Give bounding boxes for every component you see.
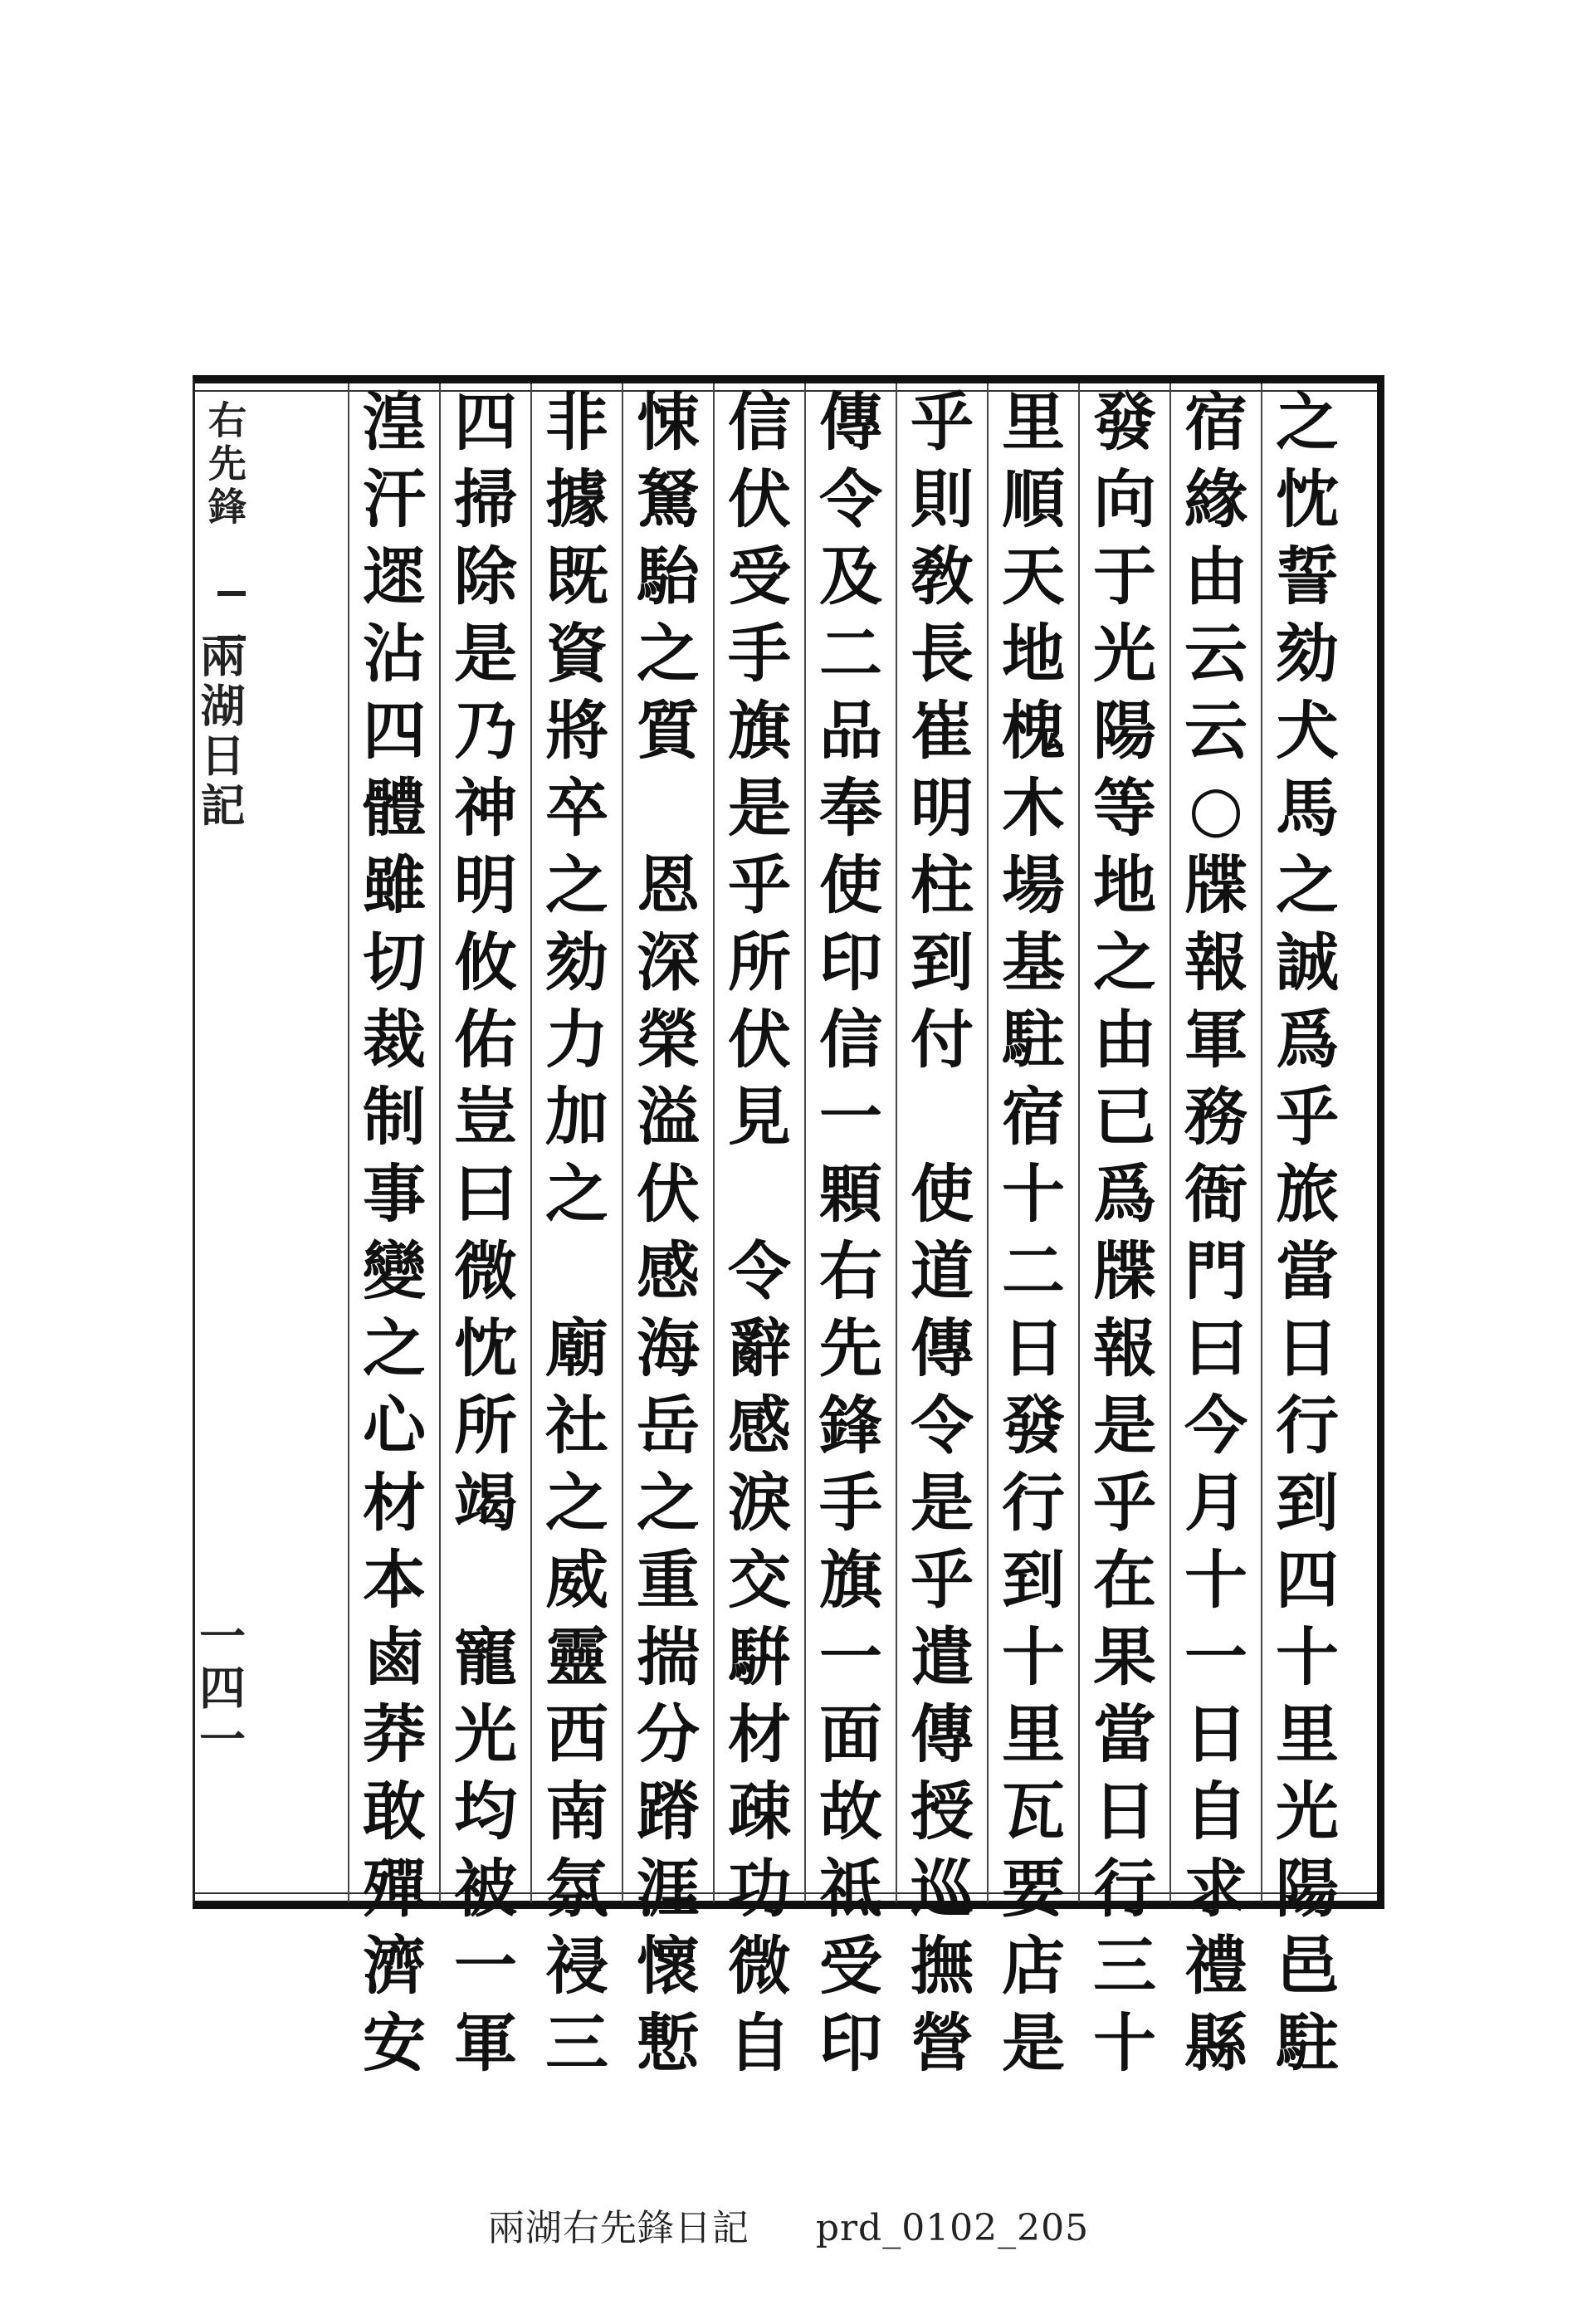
text-column [1089,383,1160,2080]
text-character: 日 [1093,1775,1156,1848]
text-character: 所 [728,925,791,999]
text-character: 等 [1093,771,1156,845]
text-character: 縣 [1184,2006,1247,2080]
text-character: 之 [637,617,700,691]
text-character: 敎 [911,540,974,613]
text-character: 日 [1276,1311,1339,1385]
text-character: 資 [545,617,608,691]
text-character: 明 [454,848,517,922]
text-character: 到 [911,925,974,999]
text-character: 涯 [637,1852,700,1926]
text-character: 柱 [911,848,974,922]
text-character: 之 [363,1311,426,1385]
text-character: 報 [1184,925,1247,999]
text-character: 授 [911,1775,974,1848]
text-character: 日 [1002,1311,1065,1385]
text-character: 之 [1093,925,1156,999]
text-character: 非 [545,385,608,459]
text-character [450,1541,521,1618]
text-character: 交 [728,1543,791,1617]
text-character: 掃 [454,462,517,536]
text-character: 加 [545,1080,608,1154]
text-character: 令 [819,462,882,536]
column-rule [1078,383,1080,1902]
text-character: 誓 [1276,540,1339,613]
text-character: 在 [1093,1543,1156,1617]
text-character: 十 [1276,1620,1339,1694]
text-character [724,1155,795,1233]
column-rule [804,383,806,1902]
text-character: 場 [1002,848,1065,922]
text-character: 感 [728,1389,791,1462]
text-character: 所 [454,1389,517,1462]
text-character: 令 [911,1389,974,1462]
text-character: 二 [819,617,882,691]
text-character: 將 [545,694,608,768]
footer-id: prd_0102_205 [815,2207,1090,2249]
text-character: 犬 [1276,694,1339,768]
text-character: 傳 [911,1311,974,1385]
text-character: 之 [1276,848,1339,922]
text-character: 竭 [454,1466,517,1540]
text-character: 馬 [1276,771,1339,845]
text-character: 巡 [911,1852,974,1926]
text-character: 由 [1184,540,1247,613]
text-character: 蹐 [637,1775,700,1848]
text-character: 受 [819,1929,882,2003]
text-character: 爲 [1093,1157,1156,1231]
text-character: 一 [819,1080,882,1154]
text-character: 騈 [728,1620,791,1694]
text-character: 令 [728,1234,791,1308]
text-character: 汗 [363,462,426,536]
text-character: 是 [728,771,791,845]
text-character: 功 [728,1852,791,1926]
text-character: 面 [819,1697,882,1771]
text-character: 濟 [363,1929,426,2003]
column-rule [622,383,623,1902]
text-character: 光 [454,1697,517,1771]
text-character: 悚 [637,385,700,459]
text-character: 寵 [454,1620,517,1694]
text-character: 西 [545,1697,608,1771]
text-character: 今 [1184,1389,1247,1462]
text-character: 駐 [1276,2006,1339,2080]
text-character: 乎 [911,1543,974,1617]
text-character: 乎 [1276,1080,1339,1154]
text-character: 殫 [363,1852,426,1926]
text-character: 受 [728,540,791,613]
text-character: ○ [1188,771,1244,845]
text-column [450,383,521,2080]
text-character: 撫 [911,1929,974,2003]
text-character: 心 [363,1389,426,1462]
text-character: 被 [454,1852,517,1926]
text-character: 攸 [454,925,517,999]
text-character: 之 [1276,385,1339,459]
text-character: 于 [1093,540,1156,613]
text-character: 之 [637,1466,700,1540]
text-character: 之 [545,1157,608,1231]
text-character: 一 [454,1929,517,2003]
text-character: 鋒 [819,1389,882,1462]
text-character: 基 [1002,925,1065,999]
text-character: 豈 [454,1080,517,1154]
text-character: 四 [454,385,517,459]
fish-tail-mark [217,591,246,641]
text-character: 之 [545,1466,608,1540]
text-character: 則 [911,462,974,536]
column-rule [896,383,897,1902]
text-character: 是 [911,1466,974,1540]
column-rule [348,383,349,1902]
text-character: 莽 [363,1697,426,1771]
text-character: 軍 [1184,1003,1247,1077]
text-character: 乎 [911,385,974,459]
text-character: 佑 [454,1003,517,1077]
text-character: 一 [819,1620,882,1694]
text-column [998,383,1069,2080]
text-character: 力 [545,1003,608,1077]
text-character: 果 [1093,1620,1156,1694]
text-character: 乎 [1093,1466,1156,1540]
text-character: 切 [363,925,426,999]
text-character: 店 [1002,1929,1065,2003]
text-character: 卒 [545,771,608,845]
text-character: 求 [1184,1852,1247,1926]
text-character: 三 [545,2006,608,2080]
text-character: 駘 [637,540,700,613]
text-character: 忱 [1276,462,1339,536]
text-character: 感 [637,1234,700,1308]
text-character: 南 [545,1775,608,1848]
text-character: 誠 [1276,925,1339,999]
text-character: 要 [1002,1852,1065,1926]
text-character: 到 [1002,1543,1065,1617]
text-character: 忱 [454,1311,517,1385]
text-character: 報 [1093,1311,1156,1385]
column-rule [439,383,441,1902]
text-character: 裁 [363,1003,426,1077]
text-character: 雖 [363,848,426,922]
text-character: 除 [454,540,517,613]
text-character: 槐 [1002,694,1065,768]
text-character: 溢 [637,1080,700,1154]
text-character: 陽 [1093,694,1156,768]
text-character [541,1233,613,1310]
text-character: 行 [1276,1389,1339,1462]
footer [0,2198,1577,2251]
text-character: 奉 [819,771,882,845]
text-character: 宿 [1184,385,1247,459]
text-character: 地 [1093,848,1156,922]
text-character: 分 [637,1697,700,1771]
text-character: 瓦 [1002,1775,1065,1848]
text-character: 使 [819,848,882,922]
text-character: 陽 [1276,1852,1339,1926]
text-column [906,383,978,2080]
text-character: 湟 [363,385,426,459]
text-character: 十 [1093,2006,1156,2080]
text-character: 故 [819,1775,882,1848]
text-character: 據 [545,462,608,536]
text-character: 曰 [454,1157,517,1231]
text-character: 印 [819,925,882,999]
text-character: 軍 [454,2006,517,2080]
text-character: 傳 [819,385,882,459]
text-character: 旗 [819,1543,882,1617]
text-character: 遣 [911,1620,974,1694]
text-character: 明 [911,771,974,845]
text-column [1272,383,1343,2080]
text-character [632,769,704,847]
text-character: 是 [454,617,517,691]
text-character: 地 [1002,617,1065,691]
column-rule [1261,383,1262,1902]
text-character: 四 [363,694,426,768]
text-character: 微 [728,1929,791,2003]
text-character: 到 [1276,1466,1339,1540]
text-character: 行 [1002,1466,1065,1540]
text-character: 光 [1276,1775,1339,1848]
text-character: 海 [637,1311,700,1385]
text-character: 深 [637,925,700,999]
text-character: 向 [1093,462,1156,536]
text-character: 牒 [1093,1234,1156,1308]
text-character: 既 [545,540,608,613]
text-character: 順 [1002,462,1065,536]
text-character: 微 [454,1234,517,1308]
text-character: 伏 [637,1157,700,1231]
text-character: 自 [1184,1775,1247,1848]
text-character: 印 [819,2006,882,2080]
text-character: 十 [1002,1620,1065,1694]
margin-title: 右先鋒 [203,400,247,530]
text-character: 禮 [1184,1929,1247,2003]
text-character: 行 [1093,1852,1156,1926]
text-column [632,383,704,2080]
text-character: 崔 [911,694,974,768]
text-character: 旅 [1276,1157,1339,1231]
text-character: 信 [819,1003,882,1077]
text-character: 木 [1002,771,1065,845]
text-character: 伏 [728,462,791,536]
text-character: 祲 [545,1929,608,2003]
text-column [359,383,430,2080]
text-character: 鹵 [363,1620,426,1694]
text-character: 十 [1002,1157,1065,1231]
text-character: 邑 [1276,1929,1339,2003]
text-character: 里 [1002,385,1065,459]
text-character: 乃 [454,694,517,768]
text-character: 辭 [728,1311,791,1385]
text-character: 材 [363,1466,426,1540]
text-character: 付 [911,1003,974,1077]
text-character: 之 [545,848,608,922]
text-character: 事 [363,1157,426,1231]
text-character: 敢 [363,1775,426,1848]
text-character: 手 [819,1466,882,1540]
text-character: 衙 [1184,1157,1247,1231]
text-character: 恩 [637,848,700,922]
text-character: 發 [1093,385,1156,459]
text-character: 及 [819,540,882,613]
text-character: 沾 [363,617,426,691]
text-character: 由 [1093,1003,1156,1077]
text-character: 云 [1184,617,1247,691]
text-character: 里 [1276,1697,1339,1771]
text-character: 靈 [545,1620,608,1694]
text-character: 是 [1093,1389,1156,1462]
column-rule [1169,383,1171,1902]
text-character: 疎 [728,1775,791,1848]
text-character: 信 [728,385,791,459]
text-column [724,383,795,2080]
text-character: 淚 [728,1466,791,1540]
text-character: 安 [363,2006,426,2080]
text-character: 是 [1002,2006,1065,2080]
text-character: 使 [911,1157,974,1231]
footer-title: 兩湖右先鋒日記 [487,2207,749,2249]
text-character: 見 [728,1080,791,1154]
text-character: 氛 [545,1852,608,1926]
text-column [1180,383,1252,2080]
column-rule [713,383,715,1902]
text-character: 先 [819,1311,882,1385]
text-character: 伏 [728,1003,791,1077]
text-character: 均 [454,1775,517,1848]
text-character: 牒 [1184,848,1247,922]
text-character [906,1078,978,1155]
text-character: 懷 [637,1929,700,2003]
text-character: 天 [1002,540,1065,613]
text-character: 四 [1276,1543,1339,1617]
text-character: 駑 [637,462,700,536]
text-character: 自 [728,2006,791,2080]
text-column [541,383,613,2080]
text-character: 本 [363,1543,426,1617]
text-character: 營 [911,2006,974,2080]
text-character: 右 [819,1234,882,1308]
text-character: 遝 [363,540,426,613]
text-character: 手 [728,617,791,691]
margin-book-title: 兩湖日記 [193,632,247,832]
text-character: 道 [911,1234,974,1308]
text-character: 日 [1184,1697,1247,1771]
text-character: 旗 [728,694,791,768]
text-character: 祗 [819,1852,882,1926]
text-character: 門 [1184,1234,1247,1308]
text-character: 重 [637,1543,700,1617]
text-column [815,383,886,2080]
text-character: 光 [1093,617,1156,691]
text-character: 劾 [545,925,608,999]
text-character: 乎 [728,848,791,922]
text-character: 當 [1093,1697,1156,1771]
text-character: 顆 [819,1157,882,1231]
text-character: 劾 [1276,617,1339,691]
text-character: 品 [819,694,882,768]
text-character: 已 [1093,1080,1156,1154]
text-character: 揣 [637,1620,700,1694]
text-character: 岳 [637,1389,700,1462]
text-character: 月 [1184,1466,1247,1540]
text-character: 駐 [1002,1003,1065,1077]
column-rule [530,383,532,1902]
text-character: 曰 [1184,1311,1247,1385]
text-character: 廟 [545,1311,608,1385]
text-character: 宿 [1002,1080,1065,1154]
text-character: 一 [1184,1620,1247,1694]
text-character: 十 [1184,1543,1247,1617]
text-character: 里 [1002,1697,1065,1771]
text-character: 傳 [911,1697,974,1771]
text-character: 慙 [637,2006,700,2080]
text-character: 材 [728,1697,791,1771]
text-character: 變 [363,1234,426,1308]
text-character: 當 [1276,1234,1339,1308]
text-character: 緣 [1184,462,1247,536]
text-character: 云 [1184,694,1247,768]
text-character: 發 [1002,1389,1065,1462]
text-character: 長 [911,617,974,691]
text-character: 質 [637,694,700,768]
text-character: 二 [1002,1234,1065,1308]
text-character: 務 [1184,1080,1247,1154]
text-character: 榮 [637,1003,700,1077]
text-character: 神 [454,771,517,845]
text-character: 三 [1093,1929,1156,2003]
text-character: 爲 [1276,1003,1339,1077]
margin-page-number: 一四一 [192,1612,247,1766]
text-character: 體 [363,771,426,845]
text-character: 制 [363,1080,426,1154]
text-character: 威 [545,1543,608,1617]
text-character: 社 [545,1389,608,1462]
